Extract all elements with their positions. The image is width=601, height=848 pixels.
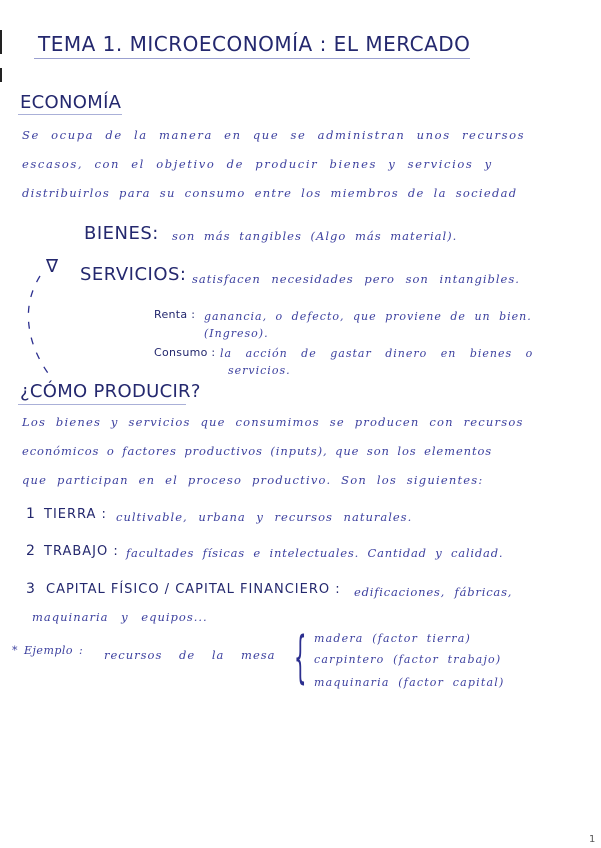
- factor-1-label: TIERRA :: [44, 507, 107, 522]
- producir-underline: [18, 404, 186, 405]
- renta-label: Renta :: [154, 308, 196, 321]
- title-underline: [34, 58, 470, 59]
- ejemplo-item-3: maquinaria (factor capital): [314, 676, 505, 689]
- curved-dashed-arrow-icon: [18, 272, 58, 382]
- margin-mark-middle: [0, 68, 2, 82]
- producir-line-3: que participan en el proceso productivo. Son los siguientes:: [22, 473, 484, 487]
- consumo-label: Consumo :: [154, 346, 216, 359]
- servicios-text: satisfacen necesidades pero son intangibles.: [192, 272, 520, 286]
- factor-2-number: 2: [26, 543, 35, 559]
- factor-3-line-2: maquinaria y equipos...: [32, 610, 208, 624]
- factor-3-text: edificaciones, fábricas,: [354, 585, 513, 599]
- economia-line-2: escasos, con el objetivo de producir bienes y servicios y: [22, 157, 493, 171]
- factor-2-text: facultades físicas e intelectuales. Cantidad y calidad.: [126, 546, 504, 560]
- producir-line-1: Los bienes y servicios que consumimos se producen con recursos: [22, 415, 524, 429]
- renta-line-2: (Ingreso).: [204, 327, 269, 340]
- ejemplo-item-1: madera (factor tierra): [314, 632, 471, 645]
- consumo-line-2: servicios.: [228, 364, 291, 377]
- triangle-arrow-icon: ∇: [46, 256, 59, 277]
- ejemplo-text: recursos de la mesa: [104, 648, 276, 662]
- consumo-line-1: la acción de gastar dinero en bienes o: [220, 347, 534, 360]
- factor-3-label: CAPITAL FÍSICO / CAPITAL FINANCIERO :: [46, 582, 341, 597]
- page-title: TEMA 1. MICROECONOMÍA : EL MERCADO: [38, 32, 471, 56]
- bienes-label: BIENES:: [84, 223, 159, 244]
- economia-heading: ECONOMÍA: [20, 92, 122, 113]
- factor-1-text: cultivable, urbana y recursos naturales.: [116, 510, 413, 524]
- ejemplo-item-2: carpintero (factor trabajo): [314, 653, 502, 666]
- economia-line-3: distribuirlos para su consumo entre los miembros de la sociedad: [22, 186, 518, 200]
- factor-1-number: 1: [26, 506, 35, 522]
- producir-heading: ¿CÓMO PRODUCIR?: [20, 381, 201, 402]
- page-number: 1: [589, 834, 596, 845]
- renta-line-1: ganancia, o defecto, que proviene de un bien.: [204, 310, 532, 323]
- economia-underline: [18, 114, 122, 115]
- margin-mark-top: [0, 30, 2, 54]
- ejemplo-label: * Ejemplo :: [12, 644, 84, 657]
- economia-line-1: Se ocupa de la manera en que se administran unos recursos: [22, 128, 526, 142]
- factor-3-number: 3: [26, 581, 35, 597]
- producir-line-2: económicos o factores productivos (inputs), que son los elementos: [22, 444, 493, 458]
- bienes-text: son más tangibles (Algo más material).: [172, 229, 458, 243]
- curly-brace: {: [294, 625, 307, 690]
- factor-2-label: TRABAJO :: [44, 544, 119, 559]
- servicios-label: SERVICIOS:: [80, 264, 187, 285]
